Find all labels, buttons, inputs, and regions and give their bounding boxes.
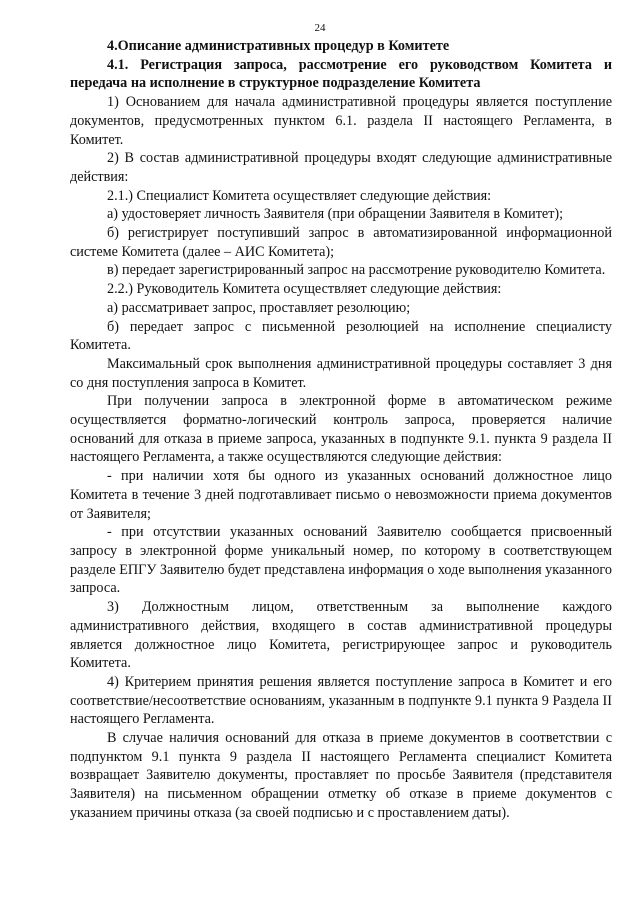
paragraph: При получении запроса в электронной форме в автоматическом режиме осуществляется форматно-логический контроль запроса, проверяется наличие оснований для отказа в приеме запроса, указанных в подпункте 9.1. пункта 9 раздела II настоящего Регламента, а также осуществляются следующие действия: [70,393,612,466]
paragraph: б) передает запрос с письменной резолюцией на исполнение специалисту Комитета. [70,318,612,354]
paragraph: б) регистрирует поступивший запрос в автоматизированной информационной системе Комитета (далее – АИС Комитета); [70,225,612,260]
subsection-title: 4.1. Регистрация запроса, рассмотрение его руководством Комитета и передача на исполнение в структурное подразделение Комитета [70,56,612,92]
paragraph: а) рассматривает запрос, проставляет резолюцию; [107,299,411,316]
paragraph: в) передает зарегистрированный запрос на рассмотрение руководителю Комитета. [107,262,606,279]
paragraph: а) удостоверяет личность Заявителя (при обращении Заявителя в Комитет); [107,206,564,223]
paragraph: 2.2.) Руководитель Комитета осуществляет следующие действия: [107,281,502,298]
section-title: 4.Описание административных процедур в Комитете [107,38,450,54]
paragraph: 4) Критерием принятия решения является поступление запроса в Комитет и его соответствие/несоответствие основаниям, указанным в подпункте 9.1 пункта 9 Раздела II настоящего Регламента. [70,673,612,728]
paragraph: - при наличии хотя бы одного из указанных оснований должностное лицо Комитета в течение 3 дней подготавливает письмо о невозможности приема документов от Заявителя; [70,468,612,522]
paragraph: В случае наличия оснований для отказа в приеме документов в соответствии с подпунктом 9.1 пункта 9 раздела II настоящего Регламента специалист Комитета возвращает Заявителю документы, проставляет по просьбе Заявителя (представителя Заявителя) на письменном обращении отметку об отказе в приеме документов с указанием причины отказа (за своей подписью и с проставлением даты). [70,730,612,821]
page-number: 24 [314,22,326,34]
paragraph: 1) Основанием для начала административной процедуры является поступление документов, предусмотренных пунктом 6.1. раздела II настоящего Регламента, в Комитет. [70,94,612,148]
paragraph: - при отсутствии указанных оснований Заявителю сообщается присвоенный запросу в электронной форме уникальный номер, по которому в соответствующем разделе ЕПГУ Заявителю будет представлена информация о ходе выполнения указанного запроса. [70,524,612,597]
paragraph: Максимальный срок выполнения административной процедуры составляет 3 дня со дня поступления запроса в Комитет. [70,355,612,391]
paragraph: 2.1.) Специалист Комитета осуществляет следующие действия: [107,187,492,204]
document-body [70,37,612,823]
paragraph: 3) Должностным лицом, ответственным за выполнение каждого административного действия, входящего в состав административной процедуры является должностное лицо Комитета, регистрирующее запрос и руководитель Комитета. [70,599,612,672]
paragraph: 2) В состав административной процедуры входят следующие административные действия: [70,150,612,185]
